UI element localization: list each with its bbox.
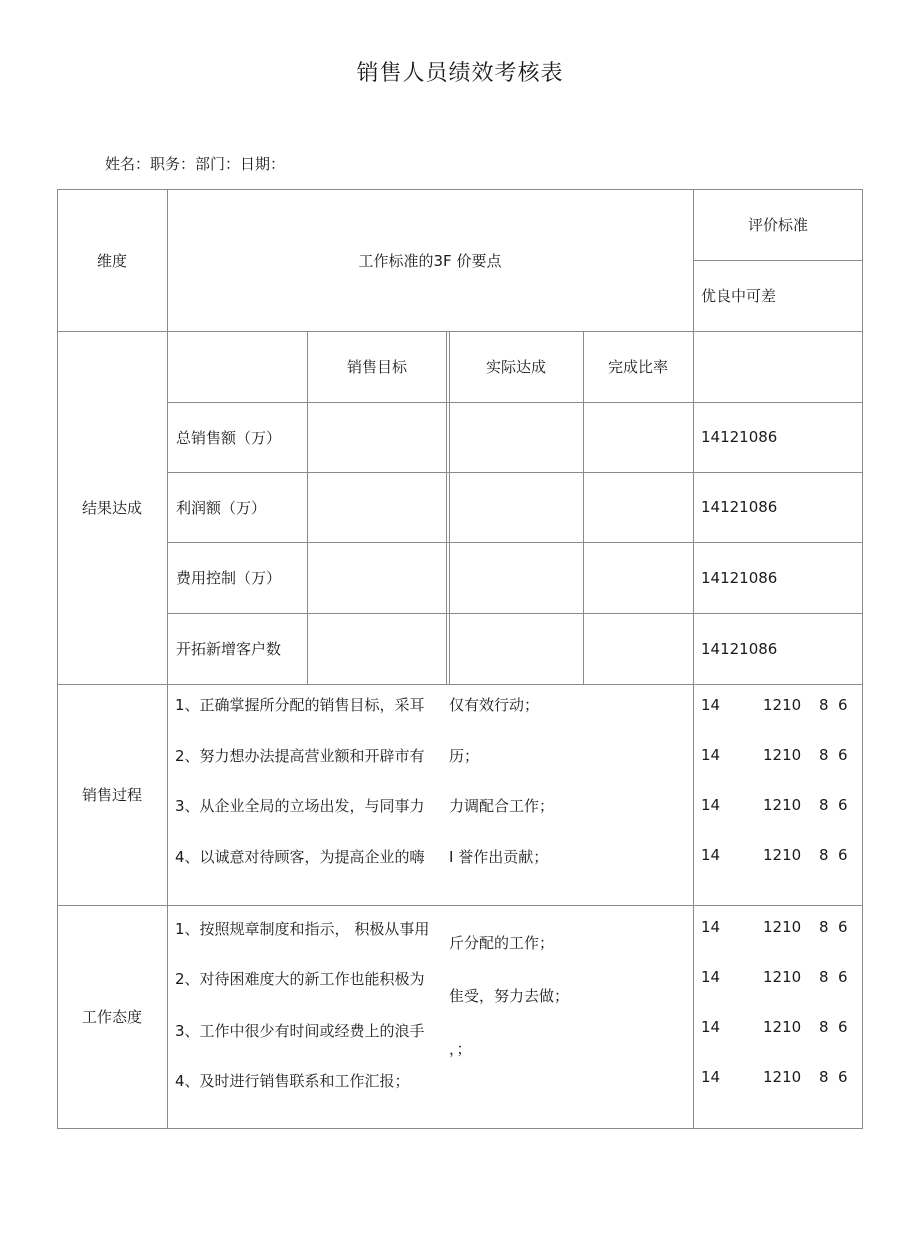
score-value: 1210 — [763, 796, 802, 814]
results-col-ratio: 完成比率 — [607, 358, 668, 376]
results-row-score: 14121086 — [701, 568, 778, 587]
score-value: 14 — [701, 1018, 721, 1036]
score-value: 1210 — [763, 968, 802, 986]
score-value: 6 — [838, 796, 848, 814]
process-item-text: 4、以诚意对待顾客，为提高企业的嗨 — [175, 848, 425, 866]
score-value: 1210 — [763, 1068, 802, 1086]
score-value: 6 — [838, 846, 848, 864]
score-value: 8 — [819, 696, 829, 714]
section-label-process: 销售过程 — [81, 786, 142, 804]
header-standard: 工作标准的3F 价要点 — [358, 251, 502, 270]
results-row-name: 利润额（万） — [176, 498, 267, 517]
section-label-results: 结果达成 — [81, 499, 142, 517]
score-value: 14 — [701, 696, 721, 714]
score-value: 6 — [838, 696, 848, 714]
process-item-text: 2、努力想办法提高营业额和开辟市有 — [175, 747, 425, 765]
results-col-actual: 实际达成 — [485, 358, 546, 376]
score-value: 6 — [838, 918, 848, 936]
process-item-text: 3、从企业全局的立场出发，与同事力 — [175, 797, 425, 815]
attitude-item-text: 4、及时进行销售联系和工作汇报； — [175, 1072, 410, 1090]
section-label-attitude: 工作态度 — [81, 1008, 142, 1026]
attitude-item-text-cont: ，； — [449, 1040, 472, 1058]
header-eval: 评价标准 — [747, 216, 808, 234]
score-value: 14 — [701, 846, 721, 864]
table-border-right — [862, 189, 863, 1129]
table-border-bottom — [57, 1128, 863, 1129]
results-row-score: 14121086 — [701, 639, 778, 658]
employee-info-line: 姓名：职务：部门：日期： — [105, 155, 286, 173]
score-value: 14 — [701, 968, 721, 986]
score-value: 8 — [819, 1018, 829, 1036]
process-item-text-cont: I 誉作出贡献； — [449, 848, 549, 866]
score-value: 1210 — [763, 846, 802, 864]
attitude-item-text: 2、对待困难度大的新工作也能积极为 — [175, 970, 425, 988]
score-value: 1210 — [763, 746, 802, 764]
score-value: 8 — [819, 918, 829, 936]
process-item-text: 1、正确掌握所分配的销售目标，采耳 — [175, 696, 425, 714]
score-value: 8 — [819, 796, 829, 814]
results-row-name: 费用控制（万） — [176, 569, 282, 587]
score-value: 6 — [838, 1018, 848, 1036]
header-dimension: 维度 — [96, 251, 127, 270]
score-value: 8 — [819, 1068, 829, 1086]
score-value: 6 — [838, 1068, 848, 1086]
eval-column-line — [693, 189, 694, 1129]
page-title: 销售人员绩效考核表 — [356, 61, 564, 86]
score-value: 14 — [701, 918, 721, 936]
header-eval-levels: 优良中可差 — [701, 287, 777, 305]
attitude-item-text-cont: 隹受，努力去做； — [449, 987, 570, 1005]
attitude-item-text: 1、按照规章制度和指示， 积极从事用 — [175, 920, 430, 938]
results-row-score: 14121086 — [701, 498, 778, 516]
score-value: 6 — [838, 968, 848, 986]
score-value: 8 — [819, 746, 829, 764]
attitude-item-text: 3、工作中很少有时间或经费上的浪手 — [175, 1022, 425, 1040]
score-value: 6 — [838, 746, 848, 764]
score-value: 1210 — [763, 1018, 802, 1036]
process-item-text-cont: 仅有效行动； — [449, 696, 540, 714]
score-value: 14 — [701, 1068, 721, 1086]
process-item-text-cont: 历； — [449, 747, 480, 765]
score-value: 14 — [701, 796, 721, 814]
results-row-name: 总销售额（万） — [176, 428, 282, 447]
attitude-item-text-cont: 斤分配的工作； — [449, 934, 555, 952]
section-line — [57, 905, 863, 906]
score-value: 1210 — [763, 696, 802, 714]
results-row-score: 14121086 — [701, 428, 778, 446]
score-value: 1210 — [763, 918, 802, 936]
process-item-text-cont: 力调配合工作； — [449, 797, 555, 815]
results-row-name: 开拓新增客户数 — [176, 640, 282, 658]
score-value: 8 — [819, 846, 829, 864]
score-value: 14 — [701, 746, 721, 764]
section-line — [57, 684, 863, 685]
score-value: 8 — [819, 968, 829, 986]
results-col-target: 销售目标 — [346, 358, 407, 376]
